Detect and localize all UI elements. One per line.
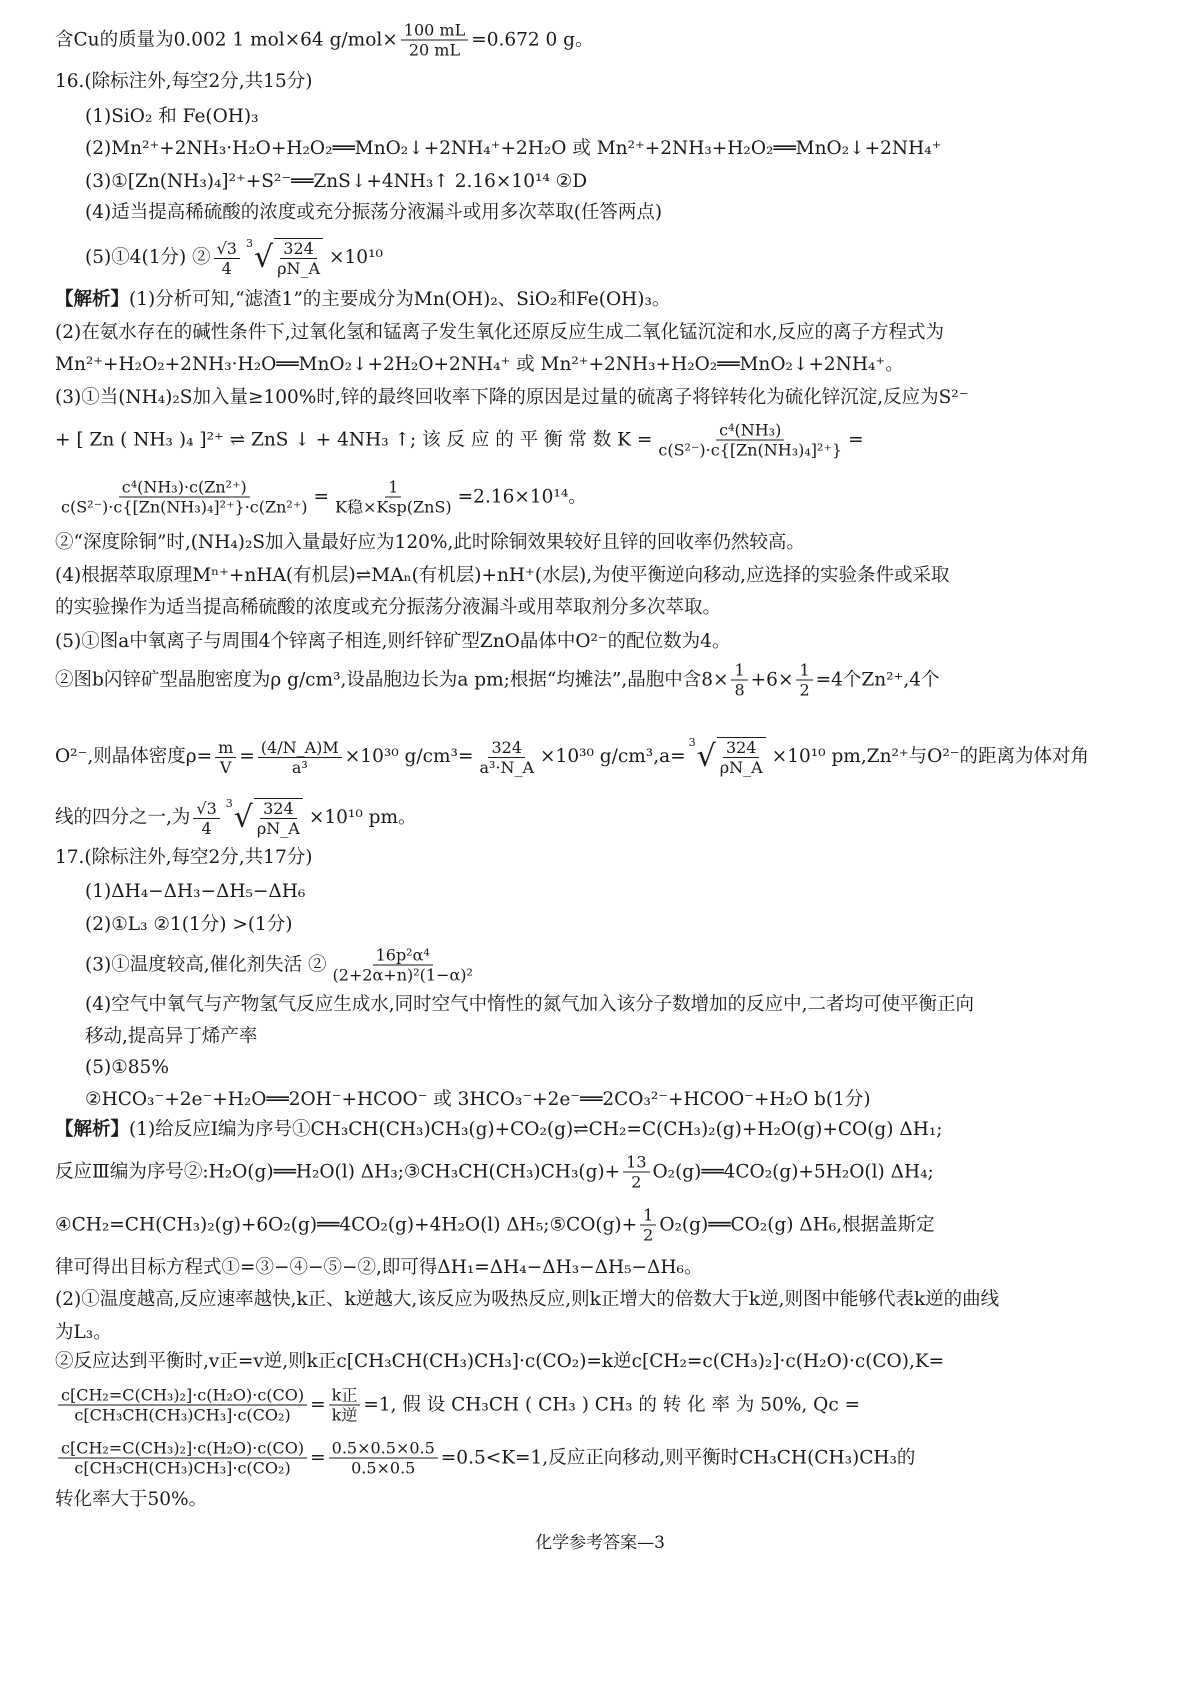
denominator: 20 mL [408, 40, 461, 60]
text-segment: ×10¹⁰ pm,Zn²⁺与O²⁻的距离为体对角 [771, 746, 1090, 767]
text-line [55, 21, 594, 60]
fraction [329, 946, 475, 985]
text-segment: +6× [750, 669, 794, 690]
text-segment: (3)①温度较高,催化剂失活 ② [85, 954, 327, 975]
numerator: c[CH₂=C(CH₃)₂]·c(H₂O)·c(CO) [58, 1386, 307, 1406]
text-segment: ②反应达到平衡时,v正=v逆,则k正c[CH₃CH(CH₃)CH₃]·c(CO₂)=k逆c[CH₂=c(CH₃)₂]·c(H₂O)·c(CO),K= [55, 1351, 945, 1372]
fraction [332, 478, 455, 517]
text-segment: (4)适当提高稀硫酸的浓度或充分振荡分液漏斗或用多次萃取(任答两点) [85, 202, 663, 223]
denominator: 4 [201, 818, 212, 838]
numerator: k正 [329, 1386, 361, 1406]
text-segment: (2)①温度越高,反应速率越快,k正、k逆越大,该反应为吸热反应,则k正增大的倍数大于k逆,则图中能够代表k逆的曲线 [55, 1289, 1000, 1310]
text-segment: 转化率大于50%。 [55, 1489, 208, 1510]
text-segment: ×10¹⁰ pm。 [308, 807, 417, 828]
numerator: 1 [640, 1206, 656, 1226]
fraction [329, 1386, 361, 1425]
numerator: 1 [796, 661, 812, 681]
text-segment: (3)①[Zn(NH₃)₄]²⁺+S²⁻══ZnS↓+4NH₃↑ 2.16×10¹⁴ ②D [85, 171, 588, 192]
numerator: 1 [731, 661, 747, 681]
text-segment: 含Cu的质量为0.002 1 mol×64 g/mol× [55, 29, 398, 50]
denominator: c[CH₃CH(CH₃)CH₃]·c(CO₂) [74, 1458, 291, 1478]
text-segment: 线的四分之一,为 [55, 807, 191, 828]
text-segment: (3)①当(NH₄)₂S加入量≥100%时,锌的最终回收率下降的原因是过量的硫离子将锌转化为硫化锌沉淀,反应为S²⁻ [55, 387, 969, 408]
fraction [215, 738, 236, 777]
fraction [476, 738, 537, 777]
denominator: 2 [631, 1172, 642, 1192]
text-segment: =0.5<K=1,反应正向移动,则平衡时CH₃CH(CH₃)CH₃的 [440, 1447, 916, 1468]
denominator: (2+2α+n)²(1−α)² [332, 965, 473, 985]
radical-index: 3 [688, 736, 696, 749]
fraction [623, 1153, 649, 1192]
text-line [55, 1350, 944, 1374]
text-segment: (5)①4(1分) ② [85, 247, 211, 268]
numerator: 0.5×0.5×0.5 [329, 1439, 438, 1459]
text-segment: 律可得出目标方程式①=③−④−⑤−②,即可得ΔH₁=ΔH₄−ΔH₃−ΔH₅−ΔH₆。 [55, 1257, 703, 1278]
text-segment: ×10³⁰ g/cm³= [344, 746, 474, 767]
text-line [55, 1153, 934, 1192]
text-line [55, 386, 968, 410]
fraction [254, 798, 303, 838]
text-segment: O²⁻,则晶体密度ρ= [55, 746, 213, 767]
denominator: ρN_A [277, 259, 321, 278]
text-segment: 反应Ⅲ编为序号②:H₂O(g)══H₂O(l) ΔH₃;③CH₃CH(CH₃)CH₃(g)+ [55, 1161, 621, 1182]
denominator: k逆 [331, 1405, 358, 1425]
text-segment: (2)在氨水存在的碱性条件下,过氧化氢和锰离子发生氧化还原反应生成二氧化锰沉淀和水,反应的离子方程式为 [55, 322, 944, 343]
text-line [55, 1288, 999, 1312]
denominator: ρN_A [719, 758, 763, 777]
radical-index: 3 [245, 237, 253, 250]
text-segment: ④CH₂=CH(CH₃)₂(g)+6O₂(g)══4CO₂(g)+4H₂O(l) ΔH₅;⑤CO(g)+ [55, 1214, 638, 1235]
text-line [55, 596, 721, 620]
denominator: c(S²⁻)·c{[Zn(NH₃)₄]²⁺} [658, 440, 843, 460]
text-segment: (5)①图a中氧离子与周围4个锌离子相连,则纤锌矿型ZnO晶体中O²⁻的配位数为4。 [55, 631, 731, 652]
numerator: 324 [280, 239, 317, 259]
text-segment: =1, 假 设 CH₃CH ( CH₃ ) CH₃ 的 转 化 率 为 50%, Qc = [363, 1394, 861, 1415]
text-line [55, 1118, 942, 1142]
text-segment: ②“深度除铜”时,(NH₄)₂S加入量最好应为120%,此时除铜效果较好且锌的回收率仍然较高。 [55, 532, 805, 553]
numerator: c[CH₂=C(CH₃)₂]·c(H₂O)·c(CO) [58, 1439, 307, 1459]
text-line [55, 846, 312, 870]
text-line [85, 913, 293, 937]
radical-sign-icon: √ [253, 240, 274, 275]
fraction [58, 1386, 307, 1425]
text-line [85, 1025, 257, 1049]
text-line [55, 1256, 702, 1280]
text-segment: = [313, 486, 330, 507]
text-segment: 移动,提高异丁烯产率 [85, 1026, 258, 1047]
denominator: 2 [643, 1225, 654, 1245]
denominator: ρN_A [256, 819, 300, 838]
text-segment: Mn²⁺+H₂O₂+2NH₃·H₂O══MnO₂↓+2H₂O+2NH₄⁺ 或 Mn²⁺+2NH₃+H₂O₂══MnO₂↓+2NH₄⁺。 [55, 354, 904, 375]
text-segment: (2)①L₃ ②1(1分) >(1分) [85, 914, 293, 935]
denominator: a³ [291, 757, 308, 777]
text-segment: = [239, 746, 255, 767]
text-segment: =0.672 0 g。 [471, 29, 594, 50]
text-line [55, 478, 587, 517]
denominator: c[CH₃CH(CH₃)CH₃]·c(CO₂) [74, 1405, 291, 1425]
radical-sign-icon: √ [696, 739, 716, 774]
text-line [85, 946, 479, 985]
numerator: (4/N_A)M [258, 738, 342, 758]
denominator: c(S²⁻)·c{[Zn(NH₃)₄]²⁺}·c(Zn²⁺) [61, 497, 308, 517]
denominator: 8 [734, 680, 745, 700]
fraction [640, 1206, 656, 1245]
text-segment: ×10³⁰ g/cm³,a= [540, 746, 686, 767]
denominator: a³·N_A [479, 757, 535, 777]
fraction [58, 1439, 307, 1478]
numerator: c⁴(NH₃)·c(Zn²⁺) [119, 478, 250, 498]
text-segment: 为L₃。 [55, 1322, 112, 1343]
text-line [85, 1056, 169, 1080]
text-segment: (4)空气中氧气与产物氢气反应生成水,同时空气中惰性的氮气加入该分子数增加的反应中,二者均可使平衡正向 [85, 994, 974, 1015]
text-segment: (1)SiO₂ 和 Fe(OH)₃ [85, 106, 259, 127]
text-line [85, 1088, 871, 1112]
fraction [731, 661, 747, 700]
text-segment: 16.(除标注外,每空2分,共15分) [55, 71, 313, 92]
radical-index: 3 [225, 797, 233, 810]
text-segment: (1)ΔH₄−ΔH₃−ΔH₅−ΔH₆ [85, 881, 306, 902]
text-line [55, 1321, 112, 1345]
text-segment: O₂(g)══CO₂(g) ΔH₆,根据盖斯定 [659, 1214, 935, 1235]
text-segment: 的实验操作为适当提高稀硫酸的浓度或充分振荡分液漏斗或用萃取剂分多次萃取。 [55, 597, 722, 618]
text-segment: + [ Zn ( NH₃ )₄ ]²⁺ ⇌ ZnS ↓ + 4NH₃ ↑; 该 反 应 的 平 衡 常 数 K = [55, 429, 653, 450]
analysis-label: 【解析】 [55, 289, 130, 310]
numerator: 16p²α⁴ [373, 946, 433, 966]
denominator: 4 [221, 258, 232, 278]
fraction [214, 239, 240, 278]
text-segment: ×10¹⁰ [329, 247, 383, 268]
text-segment: =2.16×10¹⁴。 [457, 486, 587, 507]
text-line [55, 1386, 860, 1425]
denominator: K稳×Ksp(ZnS) [335, 497, 452, 517]
text-line [85, 201, 662, 225]
text-segment: =4个Zn²⁺,4个 [815, 669, 940, 690]
text-line [55, 1439, 915, 1478]
fraction [274, 238, 323, 278]
text-segment: = [310, 1447, 326, 1468]
numerator: 324 [723, 738, 760, 758]
denominator: V [219, 757, 232, 777]
text-line [55, 288, 670, 312]
text-segment: (1)分析可知,“滤渣1”的主要成分为Mn(OH)₂、SiO₂和Fe(OH)₃。 [129, 289, 671, 310]
numerator: √3 [193, 799, 219, 819]
text-line [85, 880, 305, 904]
fraction [401, 21, 468, 60]
text-segment: (2)Mn²⁺+2NH₃·H₂O+H₂O₂══MnO₂↓+2NH₄⁺+2H₂O 或 Mn²⁺+2NH₃+H₂O₂══MnO₂↓+2NH₄⁺ [85, 138, 942, 159]
text-line [55, 421, 864, 460]
text-line [85, 238, 383, 278]
text-line [55, 1206, 935, 1245]
text-segment: = [310, 1394, 326, 1415]
text-segment: O₂(g)══4CO₂(g)+5H₂O(l) ΔH₄; [652, 1161, 934, 1182]
radical-sign-icon: √ [233, 800, 253, 835]
text-segment: = [848, 429, 864, 450]
analysis-label: 【解析】 [55, 1119, 130, 1140]
text-line [85, 993, 974, 1017]
numerator: m [215, 738, 236, 758]
text-line [55, 564, 950, 588]
text-line [55, 353, 904, 377]
text-line [55, 630, 730, 654]
text-line [55, 661, 940, 700]
text-line [55, 737, 1089, 777]
text-segment: ②图b闪锌矿型晶胞密度为ρ g/cm³,设晶胞边长为a pm;根据“均摊法”,晶胞中含8× [55, 669, 729, 690]
text-line [55, 531, 805, 555]
text-line [55, 70, 312, 94]
text-line [55, 321, 944, 345]
fraction [329, 1439, 438, 1478]
numerator: √3 [214, 239, 240, 259]
fraction [258, 738, 342, 777]
text-line [85, 105, 259, 129]
radical [689, 737, 769, 777]
text-line [55, 798, 417, 838]
fraction [796, 661, 812, 700]
radical [246, 238, 326, 278]
fraction [193, 799, 219, 838]
fraction [58, 478, 311, 517]
numerator: c⁴(NH₃) [716, 421, 784, 441]
denominator: 0.5×0.5 [351, 1458, 416, 1478]
numerator: 13 [623, 1153, 649, 1173]
page-footer: 化学参考答案—3 [535, 1533, 665, 1553]
text-line [85, 137, 941, 161]
fraction [655, 421, 845, 460]
numerator: 100 mL [401, 21, 468, 41]
numerator: 324 [260, 799, 297, 819]
text-line [55, 1488, 207, 1512]
text-segment: ②HCO₃⁻+2e⁻+H₂O══2OH⁻+HCOO⁻ 或 3HCO₃⁻+2e⁻══2CO₃²⁻+HCOO⁻+H₂O b(1分) [85, 1089, 871, 1110]
denominator: 2 [799, 680, 810, 700]
numerator: 324 [488, 738, 525, 758]
text-segment: 17.(除标注外,每空2分,共17分) [55, 847, 313, 868]
text-segment: (5)①85% [85, 1057, 169, 1078]
fraction [717, 737, 766, 777]
text-segment: (1)给反应Ⅰ编为序号①CH₃CH(CH₃)CH₃(g)+CO₂(g)⇌CH₂=C(CH₃)₂(g)+H₂O(g)+CO(g) ΔH₁; [129, 1119, 943, 1140]
text-line [85, 170, 587, 194]
radical [226, 798, 306, 838]
text-segment: (4)根据萃取原理Mⁿ⁺+nHA(有机层)⇌MAₙ(有机层)+nH⁺(水层),为使平衡逆向移动,应选择的实验条件或采取 [55, 565, 950, 586]
numerator: 1 [385, 478, 401, 498]
